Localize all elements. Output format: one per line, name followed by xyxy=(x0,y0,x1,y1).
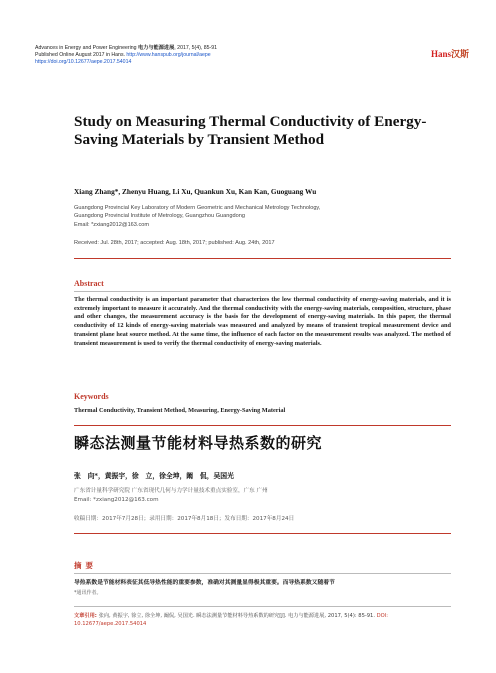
published-text: Published Online August 2017 in Hans. xyxy=(35,52,127,58)
divider-middle xyxy=(74,425,451,426)
logo-en: Hans xyxy=(431,49,452,59)
abstract-cn-divider xyxy=(74,573,451,574)
logo-cn: 汉斯 xyxy=(451,49,470,59)
journal-name-en: Advances in Energy and Power Engineering xyxy=(35,45,137,51)
journal-header-line xyxy=(35,45,217,52)
doi-line xyxy=(35,59,131,66)
journal-name-cn: 电力与能源进展 xyxy=(137,45,175,51)
authors-en: Xiang Zhang*, Zhenyu Huang, Li Xu, Quankun Xu, Kan Kan, Guoguang Wu xyxy=(74,187,317,196)
email-en: Email: *zxiang2012@163.com xyxy=(74,222,150,228)
keywords-heading: Keywords xyxy=(74,392,109,401)
paper-title: Study on Measuring Thermal Conductivity of Energy-Saving Materials by Transient Method xyxy=(74,113,427,148)
affiliation-cn: 广东省计量科学研究院 广东省现代几何与力学计量技术重点实验室，广东 广州 xyxy=(74,488,268,494)
affiliation-1: Guangdong Provincial Key Laboratory of Modern Geometric and Mechanical Metrology Technology, xyxy=(74,205,321,211)
corresponding-footnote: *通讯作者。 xyxy=(74,590,102,596)
abstract-heading: Abstract xyxy=(74,279,104,288)
divider-cn xyxy=(74,533,451,534)
hans-logo xyxy=(431,47,469,60)
abstract-body-cn: 导热系数是节能材料表征其低导热性能的重要参数，准确对其测量显得极其重要。而导热系数又随着节 xyxy=(74,580,335,586)
paper-title-cn: 瞬态法测量节能材料导热系数的研究 xyxy=(74,434,323,452)
authors-cn: 张 向*，黄振宇，徐 立，徐全坤，阚 侃，吴国光 xyxy=(74,472,234,480)
journal-url-link[interactable]: http://www.hanspub.org/journal/aepe xyxy=(126,52,211,58)
doi-link[interactable]: https://doi.org/10.12677/aepe.2017.54014 xyxy=(35,59,132,65)
citation-text: 张向, 黄振宇, 徐立, 徐全坤, 阚侃, 吴国光. 瞬态法测量节能材料导热系数的研究[J]. 电力与能源进展, 2017, 5(4): 85-91. xyxy=(98,613,377,619)
email-cn: Email: *zxiang2012@163.com xyxy=(74,497,159,503)
citation-doi[interactable]: DOI: 10.12677/aepe.2017.54014 xyxy=(74,613,389,627)
citation-label: 文章引用: xyxy=(74,613,99,619)
citation-divider xyxy=(74,606,451,607)
abstract-divider xyxy=(74,291,451,292)
dates-cn: 收稿日期：2017年7月28日；录用日期：2017年8月18日；发布日期：2017年8月24日 xyxy=(74,516,295,522)
published-line xyxy=(35,52,211,59)
keywords-body: Thermal Conductivity, Transient Method, Measuring, Energy-Saving Material xyxy=(74,407,286,414)
citation xyxy=(74,612,454,628)
journal-issue: , 2017, 5(4), 85-91 xyxy=(174,45,217,51)
abstract-heading-cn: 摘要 xyxy=(74,561,97,570)
dates-en: Received: Jul. 28th, 2017; accepted: Aug. 18th, 2017; published: Aug. 24th, 2017 xyxy=(74,240,275,246)
affiliation-2: Guangdong Provincial Institute of Metrology, Guangzhou Guangdong xyxy=(74,213,245,219)
divider-top xyxy=(74,258,451,259)
abstract-body: The thermal conductivity is an important parameter that characterizes the low thermal conductivity of energy-saving materials, and it is extremely important to measure it accurately. And the thermal conductivity with the energy-saving materials, composition, structure, phase and other changes, the measurement accuracy is the basis for the development of energy-saving materials. In this paper, the thermal conductivity of 12 kinds of energy-saving materials was measured and analyzed by means of transient tropical measurement device and transient plane heat source method. At the same time, the influence of each factor on the measurement results was analyzed. The method of transient measurement is used to verify the thermal conductivity of energy-saving materials. xyxy=(74,296,451,347)
